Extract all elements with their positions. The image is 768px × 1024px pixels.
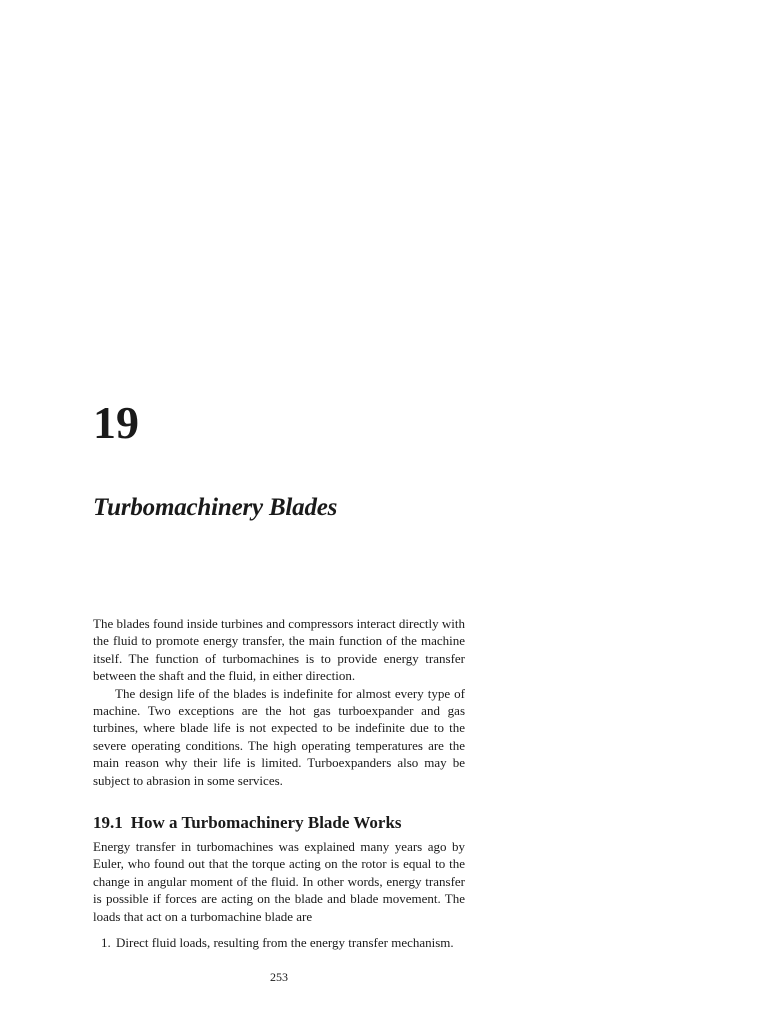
page-number: 253 bbox=[270, 970, 288, 984]
section-number: 19.1 bbox=[93, 813, 123, 832]
list-item-text: Direct fluid loads, resulting from the energy transfer mechanism. bbox=[116, 935, 454, 950]
chapter-title: Turbomachinery Blades bbox=[93, 494, 338, 521]
intro-text bbox=[93, 615, 465, 789]
section-heading bbox=[93, 813, 402, 833]
intro-paragraph: The blades found inside turbines and compressors interact directly with the fluid to promote energy transfer, the main function of the machine itself. The function of turbomachines is to provide energy transfer between the shaft and the fluid, in either direction. bbox=[93, 616, 465, 684]
section-paragraph: Energy transfer in turbomachines was explained many years ago by Euler, who found out that the torque acting on the rotor is equal to the change in angular moment of the fluid. In other words, energy transfer is possible if forces are acting on the blade and blade movement. The loads that act on a turbomachine blade are bbox=[93, 839, 465, 924]
section-text bbox=[93, 838, 465, 925]
section-title: How a Turbomachinery Blade Works bbox=[130, 813, 402, 832]
chapter-number: 19 bbox=[93, 397, 139, 448]
intro-paragraph: The design life of the blades is indefinite for almost every type of machine. Two exceptions are the hot gas turboexpander and gas turbines, where blade life is not expected to be indefinite due to the severe operating conditions. The high operating temperatures are the main reason why their life is limited. Turboexpanders also may be subject to abrasion in some services. bbox=[93, 685, 465, 788]
list-item bbox=[101, 934, 465, 951]
list-marker: 1. bbox=[101, 935, 111, 950]
